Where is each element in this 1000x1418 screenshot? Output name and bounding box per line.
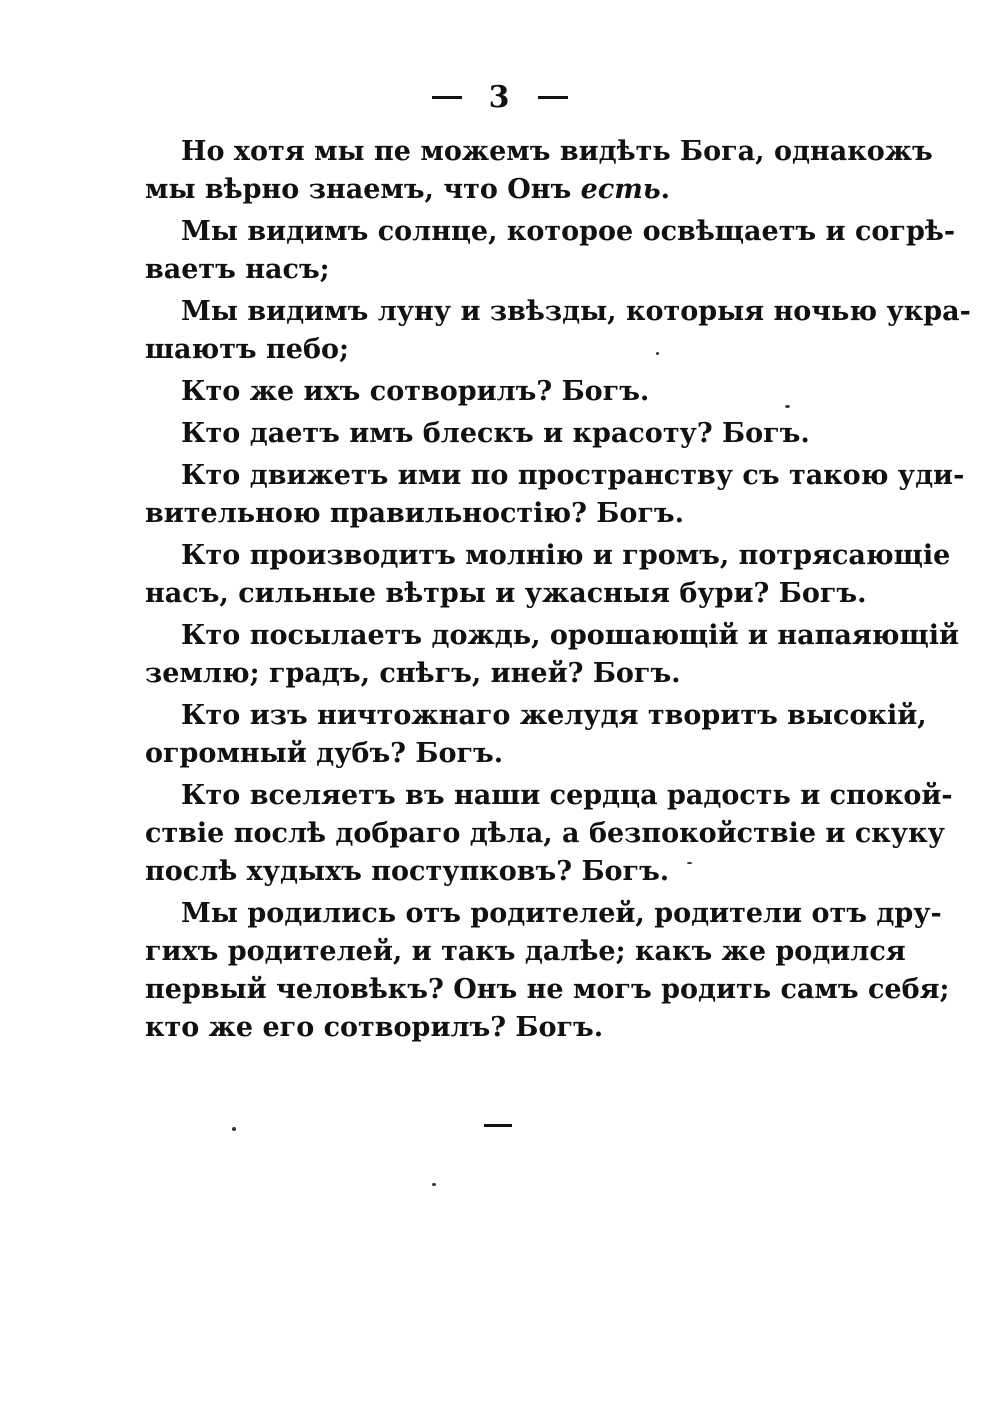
text-line: Кто движетъ ими по пространству съ такою уди-: [181, 460, 965, 491]
text-line: Мы видимъ солнце, которое освѣщаетъ и согрѣ-: [181, 216, 956, 247]
text-line: землю; градъ, снѣгъ, иней? Богъ.: [145, 658, 681, 689]
text-line: ствіе послѣ добраго дѣла, а безпокойствіе и скуку: [145, 818, 945, 849]
paragraph: [145, 293, 971, 369]
paragraph: [145, 133, 933, 209]
text-line: ваетъ насъ;: [145, 254, 330, 285]
paragraph: [145, 617, 959, 693]
paragraph: [145, 457, 965, 533]
print-speck: [656, 352, 659, 355]
print-speck: [785, 405, 790, 408]
header-dash-left: [432, 96, 462, 99]
end-rule: [484, 1124, 512, 1127]
text-line: Но хотя мы пе можемъ видѣть Бога, однакожъ: [181, 136, 933, 167]
text-line: насъ, сильные вѣтры и ужасныя бури? Богъ.: [145, 578, 867, 609]
paragraph: [145, 895, 950, 1047]
paragraph: [145, 777, 953, 891]
header-dash-right: [538, 96, 568, 99]
paragraph: [145, 697, 927, 773]
text-line: кто же его сотворилъ? Богъ.: [145, 1012, 604, 1043]
paragraph: [145, 373, 855, 411]
text-line: Мы видимъ луну и звѣзды, которыя ночью укра-: [181, 296, 971, 327]
text-line: Кто изъ ничтожнаго желудя творитъ высокій,: [181, 700, 927, 731]
text-segment: .: [660, 174, 671, 205]
page-body: [145, 133, 971, 1051]
text-line: шаютъ пебо;: [145, 334, 349, 365]
page-header: [0, 78, 1000, 115]
paragraph: [145, 415, 855, 453]
print-speck: [432, 1183, 436, 1186]
paragraph: [145, 537, 951, 613]
page-number: 3: [488, 79, 512, 115]
text-segment: мы вѣрно знаемъ, что Онъ: [145, 174, 581, 205]
paragraph: [145, 213, 956, 289]
text-line: Кто вселяетъ въ наши сердца радость и спокой-: [181, 780, 953, 811]
text-line: гихъ родителей, и такъ далѣе; какъ же родился: [145, 936, 906, 967]
text-line: Кто производитъ молнію и громъ, потрясающіе: [181, 540, 951, 571]
text-line: [145, 171, 855, 209]
text-line: послѣ худыхъ поступковъ? Богъ.: [145, 856, 670, 887]
text-line: Кто же ихъ сотворилъ? Богъ.: [181, 376, 650, 407]
text-line: Кто посылаетъ дождь, орошающій и напаяющій: [181, 620, 959, 651]
text-line: первый человѣкъ? Онъ не могъ родить самъ себя;: [145, 974, 950, 1005]
print-speck: [232, 1127, 236, 1131]
text-line: Мы родились отъ родителей, родители отъ дру-: [181, 898, 942, 929]
text-line: Кто даетъ имъ блескъ и красоту? Богъ.: [181, 418, 810, 449]
text-line: вительною правильностію? Богъ.: [145, 498, 685, 529]
emphasized-word: есть: [580, 174, 661, 205]
print-speck: [687, 862, 692, 864]
text-line: огромный дубъ? Богъ.: [145, 738, 504, 769]
